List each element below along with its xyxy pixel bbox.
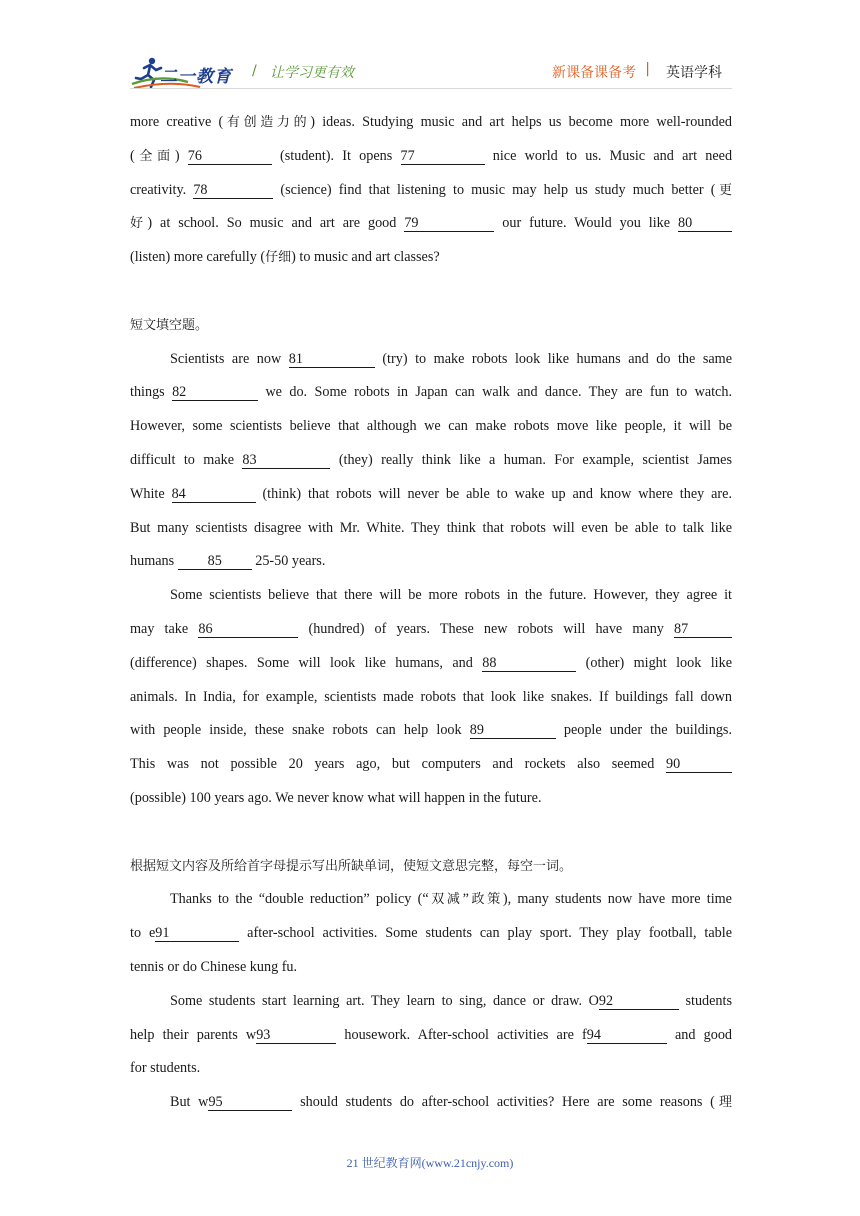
text-line: White 84 (think) that robots will never be able to wake up and know where they are. <box>130 485 732 502</box>
text-line: Thanks to the “double reduction” policy (“双减”政策), many students now have more time <box>170 891 732 908</box>
text-line: Some students start learning art. They learn to sing, dance or draw. O92 students <box>170 992 732 1009</box>
text-line: humans 85 25-50 years. <box>130 553 326 570</box>
text-line: may take 86 (hundred) of years. These new robots will have many 87 <box>130 613 732 647</box>
course-label: 新课备课备考 <box>552 65 636 81</box>
header-divider <box>130 88 732 89</box>
slogan: 让学习更有效 <box>270 65 354 81</box>
text-line: Scientists are now 81 (try) to make robots look like humans and do the same <box>170 350 732 367</box>
blank-81[interactable]: 81 <box>289 351 375 368</box>
text-line: tennis or do Chinese kung fu. <box>130 958 298 975</box>
text-line: difficult to make 83 (they) really think like a human. For example, scientist James <box>130 451 733 468</box>
subject-label: 英语学科 <box>666 65 722 81</box>
text-line: This was not possible 20 years ago, but computers and rockets also seemed 90 <box>130 748 732 782</box>
blank-92[interactable]: 92 <box>599 993 679 1010</box>
slogan-separator: / <box>252 63 257 79</box>
blank-78[interactable]: 78 <box>193 182 273 199</box>
blank-86[interactable]: 86 <box>198 621 298 638</box>
document-body <box>130 106 732 1120</box>
text-line: creativity. 78 (science) find that listening to music may help us study much better (更 <box>130 181 733 198</box>
blank-77[interactable]: 77 <box>401 148 485 165</box>
blank-76[interactable]: 76 <box>188 148 272 165</box>
blank-91[interactable]: 91 <box>155 925 239 942</box>
blank-82[interactable]: 82 <box>172 384 258 401</box>
logo-text: 二一教育 <box>160 67 232 87</box>
page-footer[interactable]: 21 世纪教育网(www.21cnjy.com) <box>346 1156 514 1170</box>
blank-88[interactable]: 88 <box>482 655 576 672</box>
text-line: But w95 should students do after-school activities? Here are some reasons (理 <box>170 1094 732 1111</box>
text-line: for students. <box>130 1060 201 1077</box>
text-line: to e91 after-school activities. Some students can play sport. They play football, table <box>130 925 732 942</box>
blank-90[interactable]: 90 <box>666 756 732 773</box>
blank-89[interactable]: 89 <box>470 722 556 739</box>
blank-85[interactable]: 85 <box>178 553 252 570</box>
blank-79[interactable]: 79 <box>404 215 494 232</box>
text-line: But many scientists disagree with Mr. White. They think that robots will even be able to talk like <box>130 519 732 536</box>
text-line: Some scientists believe that there will be more robots in the future. However, they agree it <box>170 587 732 604</box>
blank-84[interactable]: 84 <box>172 486 256 503</box>
text-line: help their parents w93 housework. After-school activities are f94 and good <box>130 1026 733 1043</box>
text-line: more creative (有创造力的) ideas. Studying music and art helps us become more well-rounded <box>130 114 732 130</box>
text-line: things 82 we do. Some robots in Japan can walk and dance. They are fun to watch. <box>130 384 732 401</box>
text-line: (possible) 100 years ago. We never know what will happen in the future. <box>130 789 542 806</box>
page-header <box>130 52 730 92</box>
text-line: 好) at school. So music and art are good 79 our future. Would you like 80 <box>130 207 732 241</box>
blank-95[interactable]: 95 <box>208 1094 292 1111</box>
section-title: 根据短文内容及所给首字母提示写出所缺单词，使短文意思完整，每空一词。 <box>130 858 573 874</box>
subject-separator: | <box>645 61 650 77</box>
text-line: with people inside, these snake robots can help look 89 people under the buildings. <box>130 722 732 739</box>
text-line: animals. In India, for example, scientists made robots that look like snakes. If buildings fall down <box>130 688 732 705</box>
text-line: (全面) 76 (student). It opens 77 nice world to us. Music and art need <box>130 147 733 164</box>
blank-93[interactable]: 93 <box>256 1027 336 1044</box>
blank-80[interactable]: 80 <box>678 215 732 232</box>
text-line: (listen) more carefully (仔细) to music and art classes? <box>130 249 440 266</box>
text-line: However, some scientists believe that although we can make robots move like people, it will be <box>130 418 732 435</box>
blank-87[interactable]: 87 <box>674 621 732 638</box>
section-title: 短文填空题。 <box>130 317 209 333</box>
text-line: (difference) shapes. Some will look like humans, and 88 (other) might look like <box>130 654 732 671</box>
blank-94[interactable]: 94 <box>587 1027 667 1044</box>
blank-83[interactable]: 83 <box>242 452 330 469</box>
